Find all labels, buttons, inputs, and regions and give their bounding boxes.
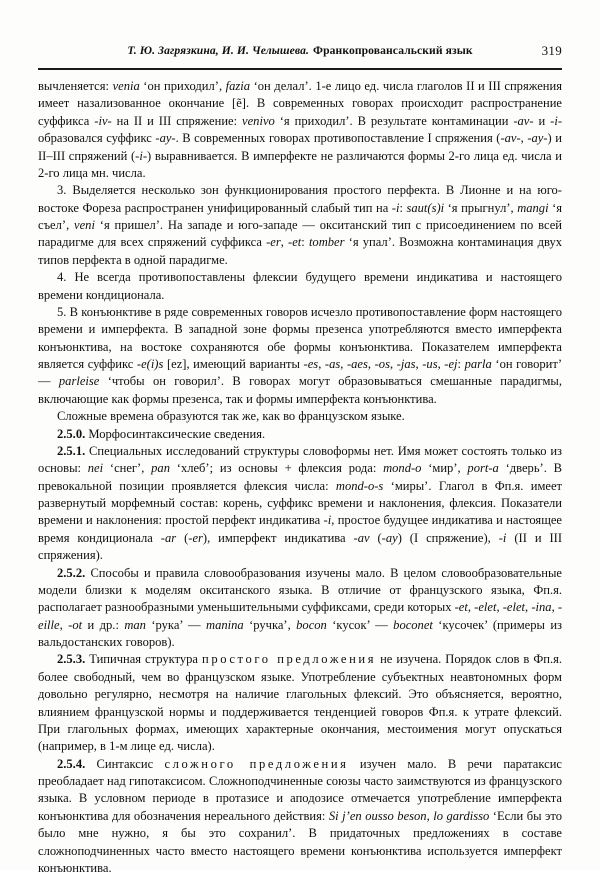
example-word: tomber (308, 235, 345, 250)
running-head (38, 44, 562, 62)
example-word: jas (400, 357, 416, 371)
text-run: ‘я упал’. Возможна контаминация двух типов перфекта в одной парадигме. (38, 235, 562, 267)
paragraph-number: 4. (57, 270, 67, 285)
example-word: i (554, 113, 558, 128)
text-run: ‘он делал’. 1-е лицо ед. числа глаголов II и III спряжения имеет назализованное окончание [ẽ]. В современных говорах происходит распространение суффикса - (38, 79, 562, 128)
example-word: nei (87, 461, 104, 476)
paragraph-compound-tenses (38, 408, 562, 425)
text-run: ‘рука’ — (145, 617, 207, 632)
example-word: ar (165, 530, 177, 545)
example-word: parla (464, 357, 492, 371)
text-run: , - (437, 357, 449, 371)
text-run: В конъюнктиве в ряде современных говоров исчезло противопоставление форм настоящего времени и имперфекта. В западной зоне формы презенса употребляются вместо имперфекта конъюнктива, на востоке сохраняются обе формы конъюнктива. Показателем имперфекта является суффикс - (38, 304, 562, 371)
letterspaced-term: простого предложения (202, 652, 377, 667)
example-word: os (378, 357, 390, 371)
text-run: ‘кусочек’ (примеры из вальдостанских говоров). (38, 617, 562, 649)
body-text-column (38, 78, 562, 877)
text-run: ‘он говорит’ — (38, 357, 563, 389)
page-number: 319 (541, 43, 562, 58)
text-run: ‘мир’, (421, 461, 468, 476)
letterspaced-term: сложного предложения (164, 756, 349, 771)
text-run: ‘хлеб’; из основы + флексия рода: (169, 461, 384, 476)
example-word: saut(s)i (406, 200, 445, 215)
text-run: не изучена. Порядок слов в Фп.я. более свободный, чем во французском языке. Употребление субъектных неавтономных форм довольно регулярно, несмотря на наличие глагольных флексий. Это объясняется, вероятно, влиянием французской нормы и поддерживается тенденцией говоров Фп.я. к утрате флексий. При глагольных формах, имеющих характерные окончания, местоимения могут опускаться (например, в 1-м лице ед. числа). (38, 652, 562, 754)
text-run: (- (176, 530, 193, 545)
example-word: mond-o-s (335, 478, 384, 493)
example-word: av (517, 113, 530, 128)
example-word: et (292, 235, 302, 250)
text-run: -. В современных говорах противопоставление I спряжения (- (171, 131, 505, 146)
example-word: ina (535, 600, 552, 615)
text-run: ‘я съел’, (38, 200, 563, 232)
example-phrase: Si j’en ousso beson, lo gardisso (328, 808, 490, 823)
text-run: , - (59, 617, 73, 632)
text-run: ‘я приходил’. В результате контаминации - (274, 113, 518, 128)
example-word: man (124, 617, 146, 632)
text-run: Морфосинтаксические сведения. (85, 426, 266, 441)
example-word: pan (151, 461, 170, 476)
example-word: manina (206, 617, 244, 632)
numbered-paragraph-4 (38, 269, 562, 304)
text-run: , - (467, 600, 479, 615)
text-run: - и - (529, 113, 555, 128)
text-run: ‘кусок’ — (326, 617, 394, 632)
text-run: ‘чтобы он говорил’. В говорах могут образовываться смешанные парадигмы, включающие как формы презенса, так и формы имперфекта конъюнктива. (38, 374, 562, 406)
text-run: ‘он приходил’, (139, 79, 226, 93)
example-word: ay (159, 131, 172, 146)
example-word: as (329, 357, 341, 371)
numbered-paragraph-5 (38, 304, 562, 408)
section-number: 2.5.2. (57, 565, 86, 580)
example-word: av (504, 131, 517, 146)
example-word: av (357, 530, 370, 545)
example-word: venivo (242, 113, 275, 128)
text-run: ‘я пришел’. На западе и юго-западе — окситанский тип с присоединением по всей парадигме для всех спряжений суффикса - (38, 218, 562, 250)
text-run: ‘я прыгнул’, (444, 200, 518, 215)
example-word: ay (385, 530, 398, 545)
text-run: -) и II–III спряжений (- (38, 131, 562, 163)
example-word: e(i)s (141, 357, 164, 371)
text-run: , - (389, 357, 401, 371)
text-run: (II и III спряжения). (38, 530, 562, 563)
text-run: , - (340, 357, 352, 371)
text-run: , - (318, 357, 330, 371)
header-rule (38, 68, 562, 70)
example-word: ot (72, 617, 83, 632)
example-word: i (139, 148, 143, 163)
example-word: mond-o (383, 461, 422, 476)
text-run: Специальных исследований структуры словоформы нет. Имя может состоять только из основы: (38, 443, 562, 476)
paragraph-continuation (38, 78, 562, 182)
example-word: fazia (225, 79, 251, 93)
example-word: er (192, 530, 203, 545)
section-2-5-2 (38, 565, 562, 652)
example-word: elet (506, 600, 526, 615)
text-run: Сложные времена образуются так же, как во французском языке. (57, 409, 405, 424)
text-run: ), имперфект индикатива - (202, 530, 358, 545)
section-number: 2.5.3. (57, 652, 86, 667)
example-word: i (395, 200, 400, 215)
example-word: et (458, 600, 468, 615)
text-run: ‘дверь’. В превокальной позиции проявляется флексия числа: (38, 461, 563, 493)
example-word: us (426, 357, 438, 371)
text-run: и др.: (82, 617, 125, 632)
numbered-paragraph-3 (38, 182, 562, 269)
text-run: (- (369, 530, 386, 545)
text-run: ‘Если бы это было мне нужно, я бы это сохранил’. В придаточных предложениях в составе сложноподчиненных часто вместо настоящего времени конъюнктива используется имперфект конъюнктива. (38, 808, 562, 875)
section-number: 2.5.0. (57, 426, 86, 441)
example-word: port-a (467, 461, 499, 476)
section-2-5-4 (38, 756, 562, 877)
example-word: iv (98, 113, 108, 128)
text-run: вычленяется: (38, 79, 113, 93)
example-word: i (327, 513, 332, 528)
text-run: , - (367, 357, 379, 371)
text-run: Типичная структура (85, 652, 202, 667)
section-number: 2.5.4. (57, 756, 86, 771)
paragraph-number: 3. (57, 183, 67, 198)
example-word: veni (74, 218, 95, 232)
example-word: bocon (296, 617, 327, 632)
text-run: , - (415, 357, 427, 371)
text-run: , - (280, 235, 293, 250)
example-word: i (502, 530, 507, 545)
text-run: : (399, 200, 407, 215)
text-run: Синтаксис (85, 756, 165, 771)
paragraph-number: 5. (57, 304, 67, 319)
text-run: изучен мало. В речи паратаксис преобладает над гипотаксисом. Сложноподчиненные союзы часто заимствуются из французского языка. В условном периоде в протазисе и аподозисе отмечается употребление имперфекта конъюнктива для обозначения нереального действия: (38, 756, 562, 823)
example-word: ej (448, 357, 458, 371)
example-word: elet (478, 600, 497, 615)
text-run: ‘снег’, (103, 461, 152, 476)
section-2-5-3 (38, 651, 562, 755)
text-run: : (457, 357, 465, 371)
text-run: Не всегда противопоставлены флексии будущего времени индикатива и настоящего времени кондиционала. (38, 270, 562, 302)
example-word: es (307, 357, 319, 371)
example-word: ay (531, 131, 544, 146)
text-run: , - (496, 600, 507, 615)
text-run: , - (551, 600, 563, 615)
text-run: : (301, 235, 309, 250)
text-run: ‘миры’. Глагол в Фп.я. имеет развернутый морфемный состав: корень, суффикс времени и наклонения, флексия. Показатели времени и наклонения: простой перфект индикатива - (38, 478, 563, 528)
text-run: , - (525, 600, 536, 615)
running-head-title: Франкопровансальский язык (313, 44, 473, 57)
example-word: boconet (393, 617, 433, 632)
text-run: ) (I спряжение), - (397, 530, 503, 545)
text-run: -, - (516, 131, 532, 146)
example-word: venia (112, 79, 140, 93)
section-2-5-1 (38, 443, 562, 565)
example-word: eille (38, 617, 60, 632)
text-run: ‘ручка’, (243, 617, 297, 632)
section-number: 2.5.1. (57, 443, 86, 458)
text-run: , простое будущее индикатива и настоящее время кондиционала - (38, 513, 562, 545)
text-run: Выделяется несколько зон функционирования простого перфекта. В Лионне и на юго-востоке Фореза распространен унифицированный слабый тип на - (38, 183, 562, 215)
text-run: - образовался суффикс - (38, 113, 562, 146)
text-run: Способы и правила словообразования изучены мало. В целом словообразовательные модели близки к моделям окситанского языка. В отличие от французского языка, Фп.я. располагает разнообразными уменьшительными суффиксами, среди которых - (38, 565, 562, 615)
example-word: er (270, 235, 281, 250)
text-run: -) выравнивается. В имперфекте не различаются формы 2-го лица ед. числа и 2-го лица мн. числа. (38, 148, 562, 180)
text-run: - на II и III спряжение: (107, 113, 243, 128)
example-word: mangi (517, 200, 549, 215)
text-run: [ez], имеющий варианты - (163, 357, 308, 371)
running-head-authors: Т. Ю. Загрязкина, И. И. Челышева. (127, 44, 310, 57)
example-word: parleise (58, 374, 100, 389)
section-2-5-0 (38, 426, 562, 443)
example-word: aes (351, 357, 368, 371)
